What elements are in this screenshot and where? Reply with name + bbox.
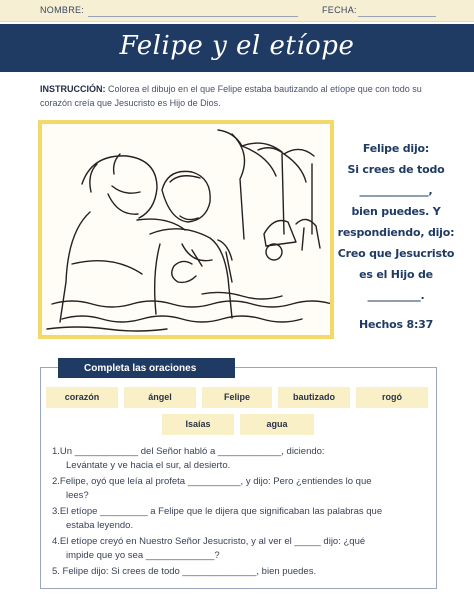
sentence-line: 2.Felipe, oyó que leía al profeta __________, y dijo: Pero ¿entiendes lo que (52, 476, 372, 487)
sentence-item[interactable] (52, 565, 428, 579)
nombre-label: NOMBRE: (40, 5, 85, 15)
worksheet-tab-label: Completa las oraciones (58, 358, 235, 378)
instruction-text: Colorea el dibujo en el que Felipe estaba bautizando al etíope que con todo su corazón creía que Jesucristo es Hijo de Dios. (40, 84, 422, 108)
fecha-line[interactable] (358, 16, 436, 17)
word-bank-item[interactable]: Isaías (162, 414, 234, 435)
quote-line: bien puedes. Y (351, 205, 441, 218)
quote-line[interactable]: _____________, (359, 184, 433, 197)
quote-line: Creo que Jesucristo (337, 247, 455, 260)
sentence-line: impide que yo sea _____________? (66, 550, 220, 561)
fecha-label: FECHA: (322, 5, 357, 15)
sentence-item[interactable] (52, 535, 428, 563)
sentence-line: 1.Un ____________ del Señor habló a ____________, diciendo: (52, 446, 325, 457)
quote-line: es el Hijo de (359, 268, 433, 281)
instruction-lead: INSTRUCCIÓN: (40, 84, 106, 94)
word-bank-item[interactable]: bautizado (278, 387, 350, 408)
word-bank-item[interactable]: corazón (46, 387, 118, 408)
coloring-picture-frame[interactable] (38, 120, 334, 339)
nombre-line[interactable] (88, 16, 298, 17)
quote-line[interactable]: __________. (367, 289, 425, 302)
baptism-illustration[interactable] (42, 124, 330, 335)
fill-in-sentences (52, 445, 428, 581)
sentence-line: 4.El etíope creyó en Nuestro Señor Jesucristo, y al ver el _____ dijo: ¿qué (52, 536, 366, 547)
instruction (40, 82, 440, 110)
sentence-line: Levántate y ve hacia el sur, al desierto. (66, 460, 231, 471)
sentence-item[interactable] (52, 445, 428, 473)
name-date-bar (0, 0, 474, 22)
word-bank-item[interactable]: ángel (124, 387, 196, 408)
quote-line: Felipe dijo: (362, 142, 430, 155)
word-bank-item[interactable]: Felipe (202, 387, 272, 408)
sentence-item[interactable] (52, 475, 428, 503)
word-bank-item[interactable]: agua (240, 414, 314, 435)
sentence-item[interactable] (52, 505, 428, 533)
scripture-quote (336, 138, 456, 335)
quote-reference: Hechos 8:37 (358, 318, 434, 331)
page-title: Felipe y el etíope (119, 31, 355, 61)
sentence-line: 3.El etíope _________ a Felipe que le dijera que significaban las palabras que (52, 506, 383, 517)
sentence-line: 5. Felipe dijo: Si crees de todo ______________, bien puedes. (52, 566, 317, 577)
title-banner (0, 24, 474, 72)
quote-line: respondiendo, dijo: (337, 226, 455, 239)
sentence-line: lees? (66, 490, 89, 501)
quote-line: Si crees de todo (347, 163, 445, 176)
word-bank-item[interactable]: rogó (356, 387, 428, 408)
sentence-line: estaba leyendo. (66, 520, 134, 531)
